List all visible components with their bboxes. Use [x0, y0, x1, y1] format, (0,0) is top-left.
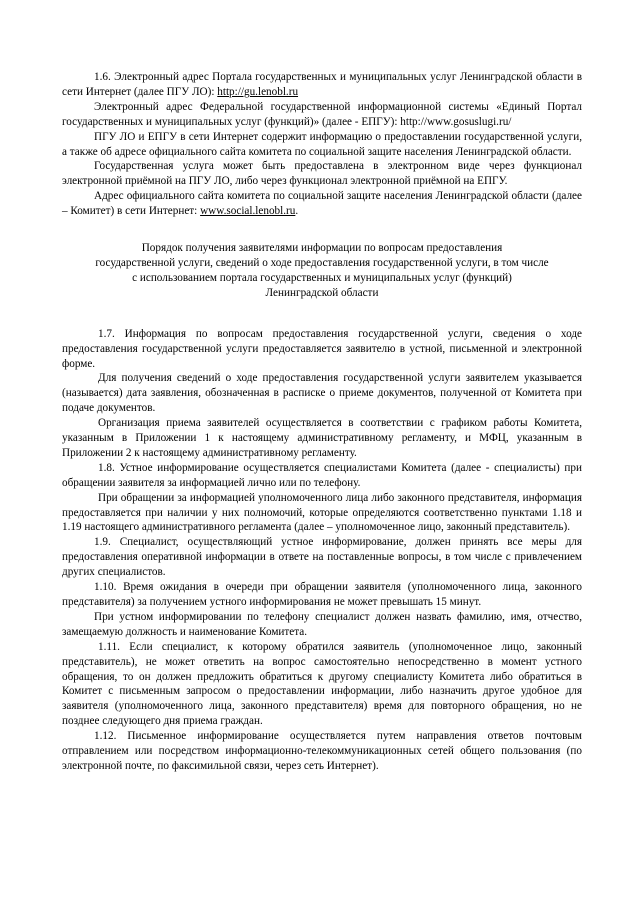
document-page	[62, 70, 582, 774]
heading-line: государственной услуги, сведений о ходе предоставления государственной услуги, в том числе	[95, 256, 549, 269]
paragraph-1-9: 1.9. Специалист, осуществляющий устное информирование, должен принять все меры для предоставления оперативной информации в ответе на поставленные вопросы, в том числе с привлечением других специалистов.	[62, 536, 582, 579]
paragraph-status-info: Для получения сведений о ходе предоставления государственной услуги заявителем указывается (называется) дата заявления, обозначенная в расписке о приеме документов, полученной от Комитета при подаче документов.	[62, 372, 582, 415]
heading-line: с использованием портала государственных и муниципальных услуг (функций)	[132, 271, 512, 284]
section-heading	[62, 241, 582, 301]
heading-line: Порядок получения заявителями информации по вопросам предоставления	[141, 242, 503, 255]
paragraph-1-7: 1.7. Информация по вопросам предоставления государственной услуги, сведения о ходе предоставления государственной услуги предоставляется заявителю в устной, письменной и электронной форме.	[62, 327, 582, 370]
committee-link[interactable]: www.social.lenobl.ru	[200, 205, 296, 218]
paragraph-1-12: 1.12. Письменное информирование осуществляется путем направления ответов почтовым отправлением или посредством информационно-телекоммуникационных сетей общего пользования (по электронной почте, по факсимильной связи, через сеть Интернет).	[62, 730, 582, 772]
paragraph-1-10: 1.10. Время ожидания в очереди при обращении заявителя (уполномоченного лица, законного представителя) за получением устного информирования не может превышать 15 минут.	[62, 581, 582, 608]
pgu-link[interactable]: http://gu.lenobl.ru	[217, 85, 299, 98]
paragraph-number: 1.6.	[94, 71, 111, 83]
paragraph-1-11: 1.11. Если специалист, к которому обратился заявитель (уполномоченное лицо, законный представитель), не может ответить на вопрос самостоятельно непосредственно в момент устного обращения, то он должен предложить обратиться к другому специалисту Комитета либо обратиться в Комитет с письменным запросом о предоставлении информации, либо назначить другое удобное для заявителя (уполномоченного лица, законного представителя) время для повторного обращения, но не позднее следующего дня приема граждан.	[62, 640, 582, 728]
paragraph-committee-site: Адрес официального сайта комитета по социальной защите населения Ленинградской области (далее – Комитет) в сети Интернет: www.social.lenobl.ru.	[62, 190, 582, 218]
paragraph-phone: При устном информировании по телефону специалист должен назвать фамилию, имя, отчество, замещаемую должность и наименование Комитета.	[62, 610, 582, 638]
heading-line: Ленинградской области	[265, 286, 379, 299]
paragraph-pgu-content: ПГУ ЛО и ЕПГУ в сети Интернет содержит информацию о предоставлении государственной услуги, а также об адресе официального сайта комитета по социальной защите населения Ленинградской области.	[62, 130, 582, 158]
paragraph-electronic-service: Государственная услуга может быть предоставлена в электронном виде через функционал электронной приёмной на ПГУ ЛО, либо через функционал электронной приёмной на ЕПГУ.	[62, 160, 582, 188]
paragraph-text: Адрес официального сайта комитета по социальной защите населения Ленинградской области (далее – Комитет) в сети Интернет:	[62, 190, 582, 218]
paragraph-text: Электронный адрес Портала государственных и муниципальных услуг Ленинградской области в сети Интернет (далее ПГУ ЛО):	[62, 71, 582, 98]
paragraph-1-8: 1.8. Устное информирование осуществляется специалистами Комитета (далее - специалисты) при обращении заявителя за информацией лично или по телефону.	[62, 461, 582, 489]
paragraph-epgu: Электронный адрес Федеральной государственной информационной системы «Единый Портал государственных и муниципальных услуг (функций)» (далее - ЕПГУ): http://www.gosuslugi.ru/	[62, 100, 582, 128]
paragraph-representative: При обращении за информацией уполномоченного лица либо законного представителя, информация предоставляется при наличии у них полномочий, которые определяются соответственно пунктами 1.18 и 1.19 настоящего административного регламента (далее – уполномоченное лицо, законный представитель).	[62, 491, 582, 534]
paragraph-1-6	[62, 70, 582, 100]
paragraph-reception: Организация приема заявителей осуществляется в соответствии с графиком работы Комитета, указанным в Приложении 1 к настоящему административному регламенту, и МФЦ, указанным в Приложении 2 к настоящему административному регламенту.	[62, 417, 582, 459]
